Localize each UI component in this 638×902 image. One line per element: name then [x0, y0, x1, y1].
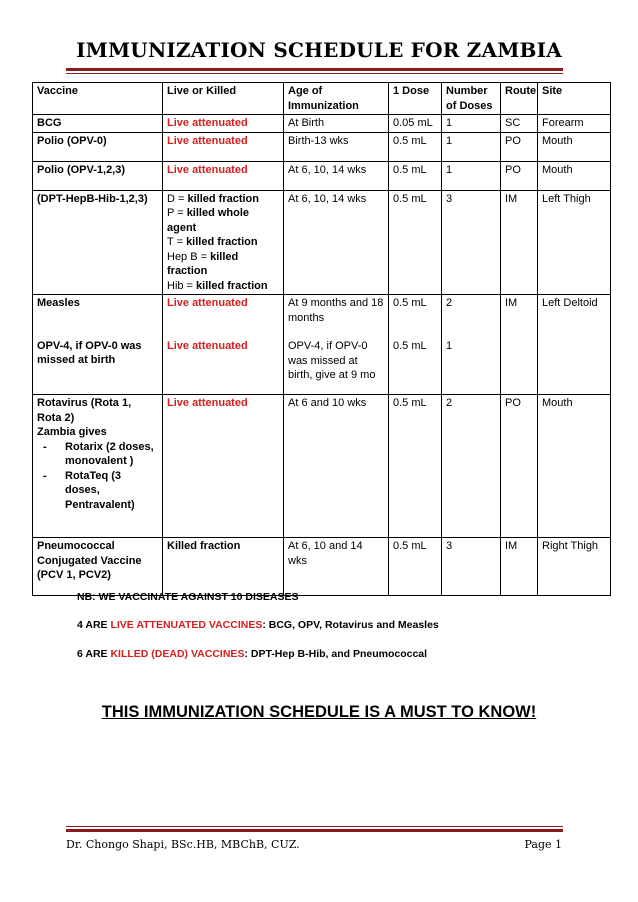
- route-cell: IM: [501, 295, 538, 395]
- type-cell: Killed fraction: [163, 538, 284, 596]
- component-line: Hep B = killed fraction: [167, 250, 239, 277]
- route-cell: IM: [501, 538, 538, 596]
- vaccine-cell: Pneumococcal Conjugated Vaccine (PCV 1, PCV2): [33, 538, 163, 596]
- site-cell: Right Thigh: [538, 538, 611, 596]
- header-live-or-killed: Live or Killed: [163, 83, 284, 115]
- age-cell: At 9 months and 18 months OPV-4, if OPV-0 was missed at birth, give at 9 mo: [284, 295, 389, 395]
- route-cell: PO: [501, 132, 538, 161]
- rotavirus-list: [37, 440, 158, 513]
- site-cell: Mouth: [538, 395, 611, 538]
- route-cell: SC: [501, 115, 538, 133]
- dose-cell: 0.5 mL: [389, 395, 442, 538]
- table-row: [33, 190, 611, 295]
- number-cell: 2 1: [442, 295, 501, 395]
- header-number-of-doses: Number of Doses: [442, 83, 501, 115]
- note-nb: NB: WE VACCINATE AGAINST 10 DISEASES: [77, 591, 299, 603]
- header-site: Site: [538, 83, 611, 115]
- header-route: Route: [501, 83, 538, 115]
- vaccine-cell: Measles OPV-4, if OPV-0 was missed at birth: [33, 295, 163, 395]
- header-vaccine: Vaccine: [33, 83, 163, 115]
- killed-label: KILLED (DEAD) VACCINES: [110, 648, 245, 660]
- age-cell: At Birth: [284, 115, 389, 133]
- dose-cell: 0.5 mL: [389, 538, 442, 596]
- type-cell: [163, 190, 284, 295]
- list-item: - RotaTeq (3 doses, Pentravalent): [65, 469, 158, 513]
- age-cell: At 6, 10, 14 wks: [284, 190, 389, 295]
- dose-cell: 0.5 mL: [389, 132, 442, 161]
- age-cell: At 6, 10, 14 wks: [284, 161, 389, 190]
- table-row: [33, 115, 611, 133]
- type-cell: Live attenuated: [163, 395, 284, 538]
- table-row: [33, 538, 611, 596]
- vaccine-cell: Rotavirus (Rota 1, Rota 2) Zambia gives - Rotarix (2 doses, monovalent ) - RotaTeq (3 doses, Pentravalent): [33, 395, 163, 538]
- page-number: Page 1: [524, 838, 562, 851]
- vaccine-cell: Polio (OPV-0): [33, 132, 163, 161]
- note-killed: 6 ARE KILLED (DEAD) VACCINES: DPT-Hep B-Hib, and Pneumococcal: [77, 648, 428, 660]
- site-cell: Left Thigh: [538, 190, 611, 295]
- dose-cell: 0.05 mL: [389, 115, 442, 133]
- type-cell: Live attenuated: [163, 161, 284, 190]
- age-cell: Birth-13 wks: [284, 132, 389, 161]
- header-rule: [66, 68, 563, 74]
- component-line: Hib = killed fraction: [167, 279, 268, 292]
- number-cell: 3: [442, 538, 501, 596]
- header-age: Age of Immunization: [284, 83, 389, 115]
- table-row: [33, 395, 611, 538]
- type-cell: Live attenuated: [163, 132, 284, 161]
- table-row: [33, 295, 611, 395]
- type-cell: Live attenuated: [163, 115, 284, 133]
- site-cell: Left Deltoid: [538, 295, 611, 395]
- number-cell: 1: [442, 115, 501, 133]
- note-live: 4 ARE LIVE ATTENUATED VACCINES: BCG, OPV, Rotavirus and Measles: [77, 619, 439, 631]
- site-cell: Mouth: [538, 132, 611, 161]
- route-cell: PO: [501, 161, 538, 190]
- live-label: LIVE ATTENUATED VACCINES: [110, 619, 263, 631]
- vaccine-cell: (DPT-HepB-Hib-1,2,3): [33, 190, 163, 295]
- dose-cell: 0.5 mL: [389, 161, 442, 190]
- schedule-table: [32, 82, 611, 596]
- site-cell: Mouth: [538, 161, 611, 190]
- dose-cell: 0.5 mL 0.5 mL: [389, 295, 442, 395]
- route-cell: PO: [501, 395, 538, 538]
- table-row: [33, 161, 611, 190]
- site-cell: Forearm: [538, 115, 611, 133]
- component-line: P = killed whole agent: [167, 207, 250, 234]
- header-dose: 1 Dose: [389, 83, 442, 115]
- table-row: [33, 132, 611, 161]
- page-title: IMMUNIZATION SCHEDULE FOR ZAMBIA: [76, 38, 562, 62]
- vaccine-cell: Polio (OPV-1,2,3): [33, 161, 163, 190]
- footer-author: Dr. Chongo Shapi, BSc.HB, MBChB, CUZ.: [66, 838, 300, 851]
- footer-rule: [66, 826, 563, 832]
- age-cell: At 6 and 10 wks: [284, 395, 389, 538]
- vaccine-cell: BCG: [33, 115, 163, 133]
- number-cell: 2: [442, 395, 501, 538]
- type-cell: Live attenuated Live attenuated: [163, 295, 284, 395]
- table-header-row: [33, 83, 611, 115]
- component-line: D = killed fraction: [167, 192, 260, 205]
- list-item: - Rotarix (2 doses, monovalent ): [65, 440, 158, 469]
- route-cell: IM: [501, 190, 538, 295]
- number-cell: 1: [442, 132, 501, 161]
- number-cell: 3: [442, 190, 501, 295]
- component-line: T = killed fraction: [167, 236, 258, 248]
- number-cell: 1: [442, 161, 501, 190]
- must-know-banner: THIS IMMUNIZATION SCHEDULE IS A MUST TO KNOW!: [101, 703, 537, 721]
- dose-cell: 0.5 mL: [389, 190, 442, 295]
- age-cell: At 6, 10 and 14 wks: [284, 538, 389, 596]
